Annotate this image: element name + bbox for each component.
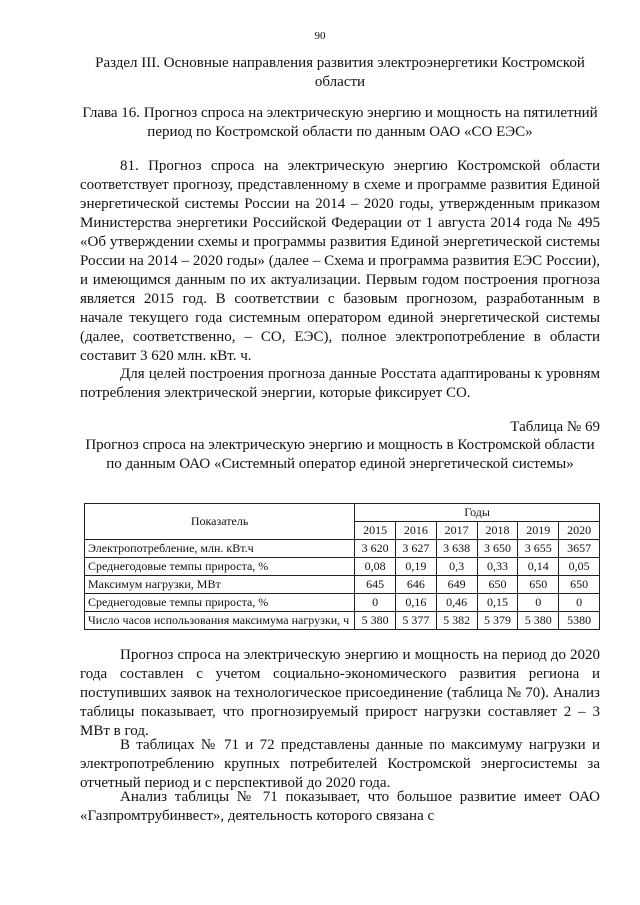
year-header: 2019: [518, 522, 559, 540]
table-cell: 649: [436, 576, 477, 594]
table-cell: 3 650: [477, 540, 518, 558]
row-label: Максимум нагрузки, МВт: [85, 576, 355, 594]
table-cell: 5 377: [395, 612, 436, 630]
table-cell: 0,19: [395, 558, 436, 576]
table-row: [85, 540, 600, 558]
table-cell: 0: [559, 594, 600, 612]
table-number: Таблица № 69: [510, 419, 600, 435]
paragraph-81: 81. Прогноз спроса на электрическую энергию Костромской области соответствует прогнозу, представленному в схеме и программе развития Единой энергетической системы России на 2014 – 2020 годы, утвержденным приказом Министерства энергетики Российской Федерации от 1 августа 2014 года № 495 «Об утверждении схемы и программы развития Единой энергетической системы России на 2014 – 2020 годы» (далее – Схема и программа развития ЕЭС России), и имеющимся данным по их актуализации. Первым годом построения прогноза является 2015 год. В соответствии с базовым прогнозом, разработанным в начале текущего года системным оператором единой энергетической системы (далее, соответственно, – СО, ЕЭС), полное электропотребление в области составит 3 620 млн. кВт. ч.: [80, 158, 600, 364]
row-label: Среднегодовые темпы прироста, %: [85, 594, 355, 612]
year-header: 2016: [395, 522, 436, 540]
table-cell: 650: [559, 576, 600, 594]
table-cell: 0,05: [559, 558, 600, 576]
page-number: 90: [314, 30, 326, 42]
table-cell: 0: [355, 594, 396, 612]
forecast-table: [84, 503, 600, 630]
header-indicator: Показатель: [85, 504, 355, 540]
table-cell: 0,15: [477, 594, 518, 612]
table-cell: 650: [477, 576, 518, 594]
table-cell: 0,14: [518, 558, 559, 576]
table-cell: 0: [518, 594, 559, 612]
table-row: [85, 576, 600, 594]
year-header: 2020: [559, 522, 600, 540]
table-cell: 5 380: [355, 612, 396, 630]
table-cell: 0,08: [355, 558, 396, 576]
paragraph-rosstat: Для целей построения прогноза данные Росстата адаптированы к уровням потребления электрической энергии, которые фиксирует СО.: [80, 366, 600, 401]
chapter-title: Глава 16. Прогноз спроса на электрическую энергию и мощность на пятилетний период по Костромской области по данным ОАО «СО ЕЭС»: [82, 105, 598, 140]
table-cell: 5 382: [436, 612, 477, 630]
row-label: Электропотребление, млн. кВт.ч: [85, 540, 355, 558]
section-title: Раздел III. Основные направления развития электроэнергетики Костромской области: [95, 55, 585, 90]
table-row: [85, 594, 600, 612]
paragraph-forecast-2020: Прогноз спроса на электрическую энергию и мощность на период до 2020 года составлен с учетом социально-экономического развития региона и поступивших заявок на технологическое присоединение (таблица № 70). Анализ таблицы показывает, что прогнозируемый прирост нагрузки составляет 2 – 3 МВт в год.: [80, 647, 600, 739]
paragraph-table-71-analysis: Анализ таблицы № 71 показывает, что большое развитие имеет ОАО «Газпромтрубинвест», деятельность которого связана с: [80, 789, 600, 824]
table-cell: 0,16: [395, 594, 436, 612]
table-cell: 0,46: [436, 594, 477, 612]
table-cell: 5 379: [477, 612, 518, 630]
table-cell: 650: [518, 576, 559, 594]
table-header-row: [85, 504, 600, 522]
year-header: 2015: [355, 522, 396, 540]
table-cell: 3 627: [395, 540, 436, 558]
table-row: [85, 558, 600, 576]
table-cell: 5380: [559, 612, 600, 630]
table-row: [85, 612, 600, 630]
paragraph-tables-71-72: В таблицах № 71 и 72 представлены данные по максимуму нагрузки и электропотреблению крупных потребителей Костромской энергосистемы за отчетный период и с перспективой до 2020 года.: [80, 737, 600, 791]
table-cell: 0,33: [477, 558, 518, 576]
year-header: 2018: [477, 522, 518, 540]
table-cell: 5 380: [518, 612, 559, 630]
table-cell: 3657: [559, 540, 600, 558]
table-cell: 646: [395, 576, 436, 594]
year-header: 2017: [436, 522, 477, 540]
header-years: Годы: [355, 504, 600, 522]
row-label: Число часов использования максимума нагрузки, ч: [85, 612, 355, 630]
table-title: Прогноз спроса на электрическую энергию и мощность в Костромской области по данным ОАО «Системный оператор единой энергетической системы»: [85, 437, 595, 472]
table-cell: 3 620: [355, 540, 396, 558]
table-cell: 3 655: [518, 540, 559, 558]
table-cell: 645: [355, 576, 396, 594]
row-label: Среднегодовые темпы прироста, %: [85, 558, 355, 576]
table-cell: 3 638: [436, 540, 477, 558]
table-cell: 0,3: [436, 558, 477, 576]
